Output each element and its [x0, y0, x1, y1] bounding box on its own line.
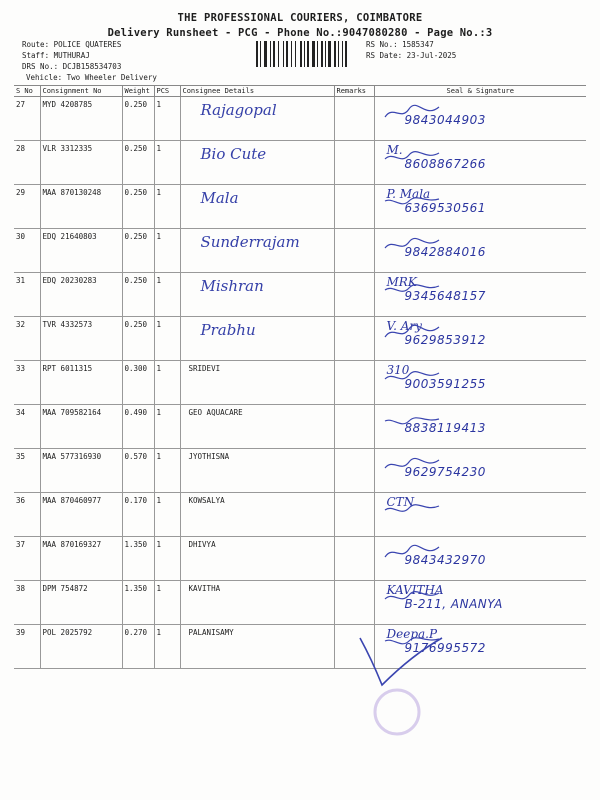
cell-weight: 0.250 — [122, 317, 154, 361]
cell-signature — [374, 229, 586, 273]
cell-weight: 0.250 — [122, 141, 154, 185]
cell-pcs: 1 — [154, 581, 180, 625]
rs-date: RS Date: 23-Jul-2025 — [366, 51, 457, 60]
cell-pcs: 1 — [154, 361, 180, 405]
consignee-name: KOWSALYA — [188, 496, 225, 505]
table-row — [14, 405, 586, 449]
cell-pcs: 1 — [154, 185, 180, 229]
signature-phone: 9629754230 — [404, 465, 486, 479]
cell-remarks — [334, 405, 374, 449]
consignee-name — [183, 188, 189, 197]
cell-sno: 27 — [14, 97, 40, 141]
table-row — [14, 273, 586, 317]
consignee-name: GEO AQUACARE — [188, 408, 243, 417]
handwritten-consignee: Mishran — [200, 277, 264, 295]
col-pcs: PCS — [154, 86, 180, 97]
cell-sno: 30 — [14, 229, 40, 273]
cell-signature — [374, 141, 586, 185]
cell-remarks — [334, 185, 374, 229]
cell-consignment: RPT 6011315 — [40, 361, 122, 405]
signature-phone: 8608867266 — [404, 157, 486, 171]
cell-weight: 1.350 — [122, 537, 154, 581]
cell-consignee — [180, 229, 334, 273]
cell-consignment: MAA 577316930 — [40, 449, 122, 493]
cell-consignee — [180, 97, 334, 141]
cell-weight: 0.170 — [122, 493, 154, 537]
cell-sno: 39 — [14, 625, 40, 669]
table-row — [14, 97, 586, 141]
cell-weight: 0.570 — [122, 449, 154, 493]
company-name: THE PROFESSIONAL COURIERS, COIMBATORE — [177, 12, 423, 24]
cell-sno: 28 — [14, 141, 40, 185]
col-weight: Weight — [122, 86, 154, 97]
signature-scribble — [383, 279, 443, 299]
col-remarks: Remarks — [334, 86, 374, 97]
cell-consignee — [180, 273, 334, 317]
cell-sno: 32 — [14, 317, 40, 361]
cell-sno: 37 — [14, 537, 40, 581]
table-row — [14, 581, 586, 625]
table-row — [14, 141, 586, 185]
signature-scribble — [383, 103, 443, 123]
cell-consignee — [180, 361, 334, 405]
signature-phone: 9842884016 — [404, 245, 486, 259]
table-row — [14, 493, 586, 537]
cell-consignee — [180, 625, 334, 669]
col-consignment: Consignment No — [40, 86, 122, 97]
barcode-image — [256, 41, 356, 67]
staff-label: Staff: MUTHURAJ — [22, 51, 90, 60]
signature-phone: 9003591255 — [404, 377, 486, 391]
cell-remarks — [334, 97, 374, 141]
cell-consignment: MAA 870460977 — [40, 493, 122, 537]
vehicle-label: Vehicle: Two Wheeler Delivery — [26, 73, 157, 82]
cell-remarks — [334, 317, 374, 361]
cell-weight: 0.300 — [122, 361, 154, 405]
rs-number: RS No.: 1585347 — [366, 40, 434, 49]
signature-scribble — [383, 367, 443, 387]
signature-phone: 9843432970 — [404, 553, 486, 567]
cell-sno: 33 — [14, 361, 40, 405]
signature-text: M. — [386, 143, 403, 157]
table-row — [14, 449, 586, 493]
cell-consignment: EDQ 20230283 — [40, 273, 122, 317]
cell-signature — [374, 361, 586, 405]
cell-pcs: 1 — [154, 449, 180, 493]
cell-weight: 0.250 — [122, 97, 154, 141]
cell-consignment: MAA 870130248 — [40, 185, 122, 229]
cell-pcs: 1 — [154, 493, 180, 537]
table-row — [14, 625, 586, 669]
cell-signature — [374, 97, 586, 141]
cell-consignment: EDQ 21640803 — [40, 229, 122, 273]
consignee-name — [183, 276, 189, 285]
signature-scribble — [383, 147, 443, 167]
cell-pcs: 1 — [154, 317, 180, 361]
signature-text: P. Mala — [386, 187, 431, 201]
consignee-name: KAVITHA — [188, 584, 221, 593]
signature-phone: 6369530561 — [404, 201, 486, 215]
cell-signature — [374, 317, 586, 361]
cell-signature — [374, 405, 586, 449]
consignee-name — [183, 232, 189, 241]
cell-pcs: 1 — [154, 273, 180, 317]
cell-signature — [374, 449, 586, 493]
cell-remarks — [334, 493, 374, 537]
signature-scribble — [383, 455, 443, 475]
cell-remarks — [334, 361, 374, 405]
tick-mark-stamp — [352, 630, 452, 740]
cell-signature — [374, 581, 586, 625]
cell-weight: 0.250 — [122, 185, 154, 229]
signature-phone: 9345648157 — [404, 289, 486, 303]
handwritten-consignee: Sunderrajam — [200, 233, 300, 251]
signature-scribble — [383, 587, 443, 607]
handwritten-consignee: Rajagopal — [200, 101, 277, 119]
consignee-name: DHIVYA — [188, 540, 216, 549]
signature-text: Deepa.P — [386, 627, 438, 641]
signature-scribble — [383, 543, 443, 563]
cell-weight: 0.270 — [122, 625, 154, 669]
table-row — [14, 185, 586, 229]
cell-weight: 0.250 — [122, 229, 154, 273]
runsheet-subtitle: Delivery Runsheet - PCG - Phone No.:9047080280 - Page No.:3 — [107, 27, 493, 39]
cell-remarks — [334, 581, 374, 625]
table-row — [14, 537, 586, 581]
consignee-name — [183, 320, 189, 329]
handwritten-consignee: Bio Cute — [200, 145, 267, 163]
cell-consignment: VLR 3312335 — [40, 141, 122, 185]
cell-consignee — [180, 581, 334, 625]
signature-phone: B-211, ANANYA — [404, 597, 503, 611]
signature-phone: 9843044903 — [404, 113, 486, 127]
signature-text: MRK — [386, 275, 417, 289]
consignee-name: SRIDEVI — [188, 364, 221, 373]
consignee-name: PALANISAMY — [188, 628, 234, 637]
signature-scribble — [383, 323, 443, 343]
cell-signature — [374, 537, 586, 581]
cell-consignee — [180, 317, 334, 361]
consignee-name — [183, 100, 189, 109]
cell-remarks — [334, 449, 374, 493]
table-header-row — [14, 86, 586, 97]
drs-number: DRS No.: DCJB158534703 — [22, 62, 122, 71]
cell-remarks — [334, 229, 374, 273]
cell-remarks — [334, 273, 374, 317]
cell-remarks — [334, 537, 374, 581]
signature-text: 310 — [386, 363, 410, 377]
cell-pcs: 1 — [154, 141, 180, 185]
cell-pcs: 1 — [154, 97, 180, 141]
cell-consignee — [180, 493, 334, 537]
signature-text: KAVITHA — [386, 583, 444, 597]
signature-phone: 9176995572 — [404, 641, 486, 655]
cell-weight: 0.490 — [122, 405, 154, 449]
table-row — [14, 229, 586, 273]
runsheet-table — [14, 85, 586, 669]
signature-scribble — [383, 499, 443, 519]
cell-pcs: 1 — [154, 405, 180, 449]
cell-sno: 35 — [14, 449, 40, 493]
cell-weight: 0.250 — [122, 273, 154, 317]
route-label: Route: POLICE QUATERES — [22, 40, 122, 49]
handwritten-consignee: Prabhu — [200, 321, 256, 339]
col-sno: S No — [14, 86, 40, 97]
table-row — [14, 361, 586, 405]
cell-sno: 29 — [14, 185, 40, 229]
consignee-name: JYOTHISNA — [188, 452, 230, 461]
cell-pcs: 1 — [154, 537, 180, 581]
cell-consignee — [180, 141, 334, 185]
signature-scribble — [383, 235, 443, 255]
signature-text: V. Ary — [386, 319, 422, 333]
consignee-name — [183, 144, 189, 153]
col-consignee: Consignee Details — [180, 86, 334, 97]
cell-signature — [374, 493, 586, 537]
cell-sno: 31 — [14, 273, 40, 317]
cell-consignment: TVR 4332573 — [40, 317, 122, 361]
cell-consignment: DPM 754872 — [40, 581, 122, 625]
cell-consignee — [180, 537, 334, 581]
cell-sno: 38 — [14, 581, 40, 625]
signature-phone: 9629853912 — [404, 333, 486, 347]
cell-sno: 36 — [14, 493, 40, 537]
cell-consignment: MAA 709582164 — [40, 405, 122, 449]
signature-phone: 8838119413 — [404, 421, 486, 435]
cell-remarks — [334, 141, 374, 185]
cell-sno: 34 — [14, 405, 40, 449]
handwritten-consignee: Mala — [200, 189, 239, 207]
cell-consignee — [180, 449, 334, 493]
cell-pcs: 1 — [154, 625, 180, 669]
cell-consignee — [180, 405, 334, 449]
cell-consignee — [180, 185, 334, 229]
cell-consignment: MYD 4208785 — [40, 97, 122, 141]
cell-weight: 1.350 — [122, 581, 154, 625]
cell-signature — [374, 185, 586, 229]
signature-scribble — [383, 411, 443, 431]
signature-text: CTN — [386, 495, 415, 509]
signature-scribble — [383, 191, 443, 211]
cell-consignment: POL 2025792 — [40, 625, 122, 669]
cell-signature — [374, 273, 586, 317]
table-row — [14, 317, 586, 361]
cell-pcs: 1 — [154, 229, 180, 273]
cell-consignment: MAA 870169327 — [40, 537, 122, 581]
col-signature: Seal & Signature — [374, 86, 586, 97]
